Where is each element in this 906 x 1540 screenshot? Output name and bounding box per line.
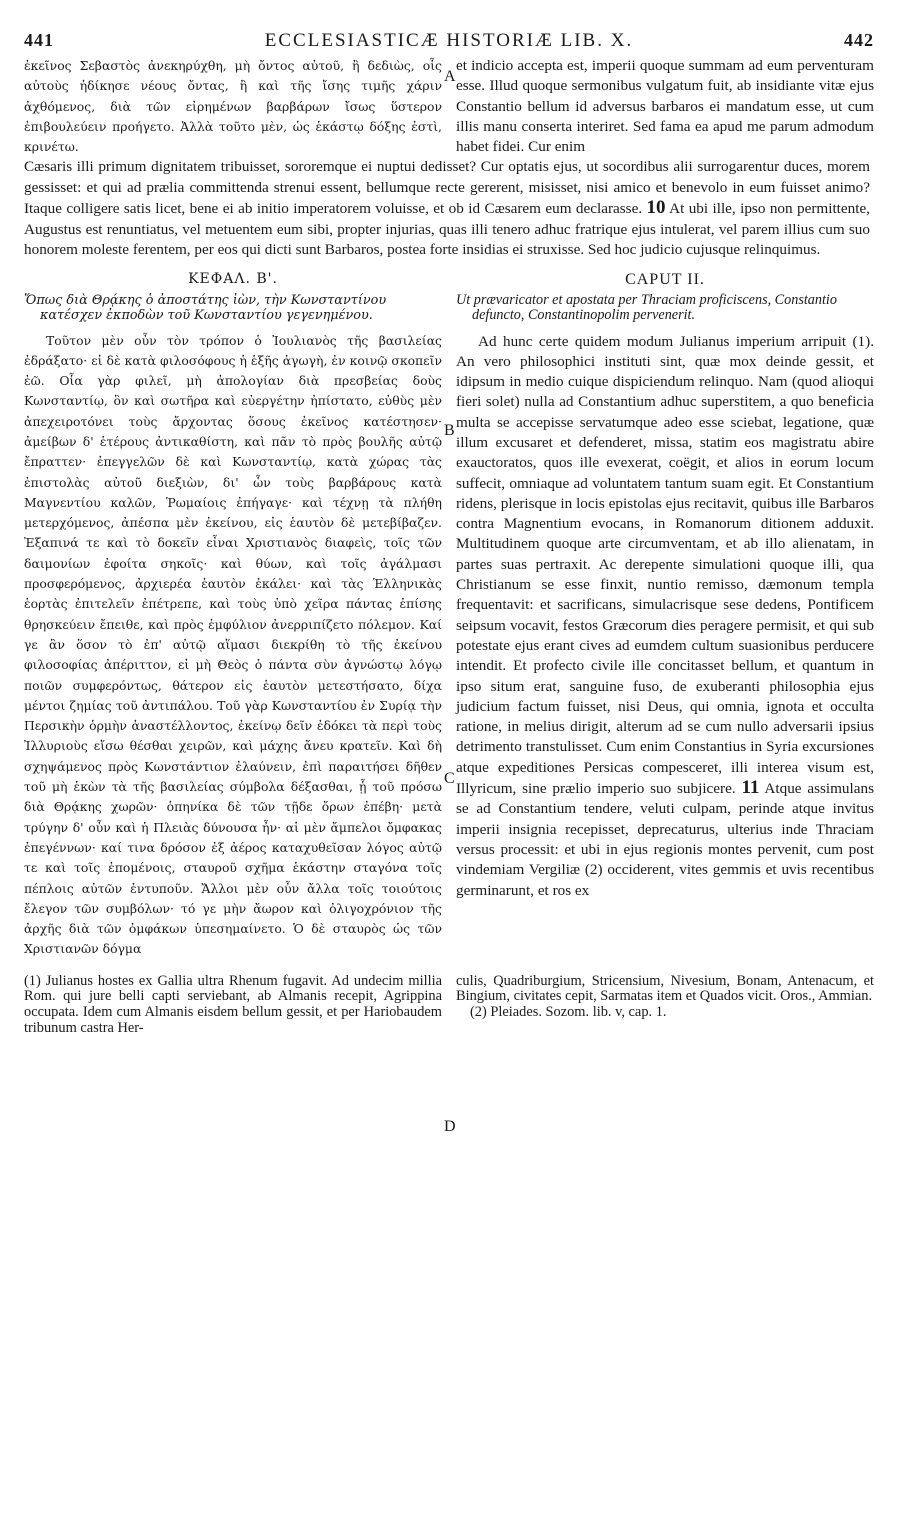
latin-column	[456, 293, 874, 960]
section-number-10: 10	[646, 197, 666, 219]
full-width-text	[24, 157, 874, 260]
latin-chapter-title: CAPUT II.	[625, 270, 705, 288]
margin-marker-d: D	[444, 1118, 456, 1135]
greek-column-top	[24, 56, 442, 157]
footnote-right-block	[456, 974, 874, 1036]
greek-chapter-text: Τοῦτον μὲν οὖν τὸν τρόπον ὁ Ἰουλιανὸς τῆς βασιλείας ἐδράξατο· εἰ δὲ κατὰ φιλοσόφους ἡ ἑξῆς ἀγωγὴ, ἐν κοινῷ σκοπεῖν ἐῶ. Οἷα γὰρ φιλεῖ, μὴ ἀπολογίαν διὰ πρεσβείας δοὺς Κωνσταντίῳ, ὃν καὶ σωτῆρα καὶ εὐεργέτην ἠπίστατο, εὐθὺς μὲν ἀπεχειροτόνει τοὺς ἄρχοντας ὅσους ἐκεῖνος κατέστησεν· ἀμείβων δ' ἑτέρους ἀντικαθίστη, καὶ πᾶν τὸ πρὸς βουλῆς αὐτῷ ἔπραττεν· ἐπεγγελῶν δὲ καὶ Κωνσταντίῳ, κατὰ χώρας τὰς ἐπιστολὰς αὐτοῦ διεξιὼν, δι' ὧν τοὺς βαρβάρους κατὰ Μαγνεντίου καλῶν, Ῥωμαίοις ἐπήγαγε· καὶ τέχνῃ τὰ πλήθη μετερχόμενος, ἀπέσπα μὲν ἐκείνου, εἰς ἑαυτὸν δὲ μετεβίβαζεν. Ἐξαπινά τε καὶ τὸ δοκεῖν εἶναι Χριστιανὸς διαφεὶς, τοῖς τῶν δαιμονίων ἐφοίτα σηκοῖς· καὶ θύων, καὶ τοῖς ἀγάλμασι πρoσφερόμενος, ἀρχιερέα ἑαυτὸν ἐκάλει· καὶ τὰς Ἑλληνικὰς ἑορτὰς ἐπιτελεῖν ἐπέτρεπε, καὶ τοὺς ὑπὸ χεῖρα πάντας ἐπίσης θρησκεύειν ἔπειθε, καὶ πρὸς ἐμφύλιον ἀνερριπίζετο πόλεμον. Καί γε ἂν ὅσον τὸ ἐπ' αὐτῷ αἵμασι διεκρίθη τὸ τῆς ἐκείνου φιλοσοφίας ἀπέριττον, εἰ μὴ Θεὸς ὁ πάντα σὺν ἀγνώστῳ λόγῳ ποιῶν συμφερόντως, θάτερον εἰς ἑαυτὸν μετεστήσατο, δίχα μέντοι ζημίας τοῦ ἀντιπάλου. Τοῦ γὰρ Κωνσταντίου ἐν Συρίᾳ τὴν Περσικὴν ὁρμὴν ἀναστέλλοντος, ἐκείνῳ δεῖν ἐδόκει τὰ περὶ τοὺς Ἰλλυριοὺς εἴσω θέσθαι χειρῶν, καὶ μάχης ἄνευ κρατεῖν. Καὶ δὴ σχηψάμενος πρὸς Κωνστάντιον ἐλαύνειν, ἐπὶ παραιτήσει δῆθεν τοῦ μὴ ἑκὼν τὰ τῆς βασιλείας σύμβολα δέξασθαι, ᾗ τοῦ πρόσω διὰ Θρᾴκης χωρῶν· ὁπηνίκα δὲ τῶν τῇδε ὄρων ἐπέβη· μετὰ τρύγην δ' οὖν καὶ ἡ Πλειὰς δύνουσα ἦν· αἱ μὲν ἄμπελοι ὄμφακας ἐπεγέννων· καί τινα δρόσον ἐξ ἀέρος καταχυθεῖσαν λόγος αὐτῷ τε καὶ τοῖς ἑπομένοις, σταυροῦ σχῆμα ἑκάστην σταγόνα τοῖς πέπλοις αὐτῶν ἐντυποῦν. Ἄλλοι μὲν οὖν ἄλλα τοῖς τοιούτοις ἔλεγον τῶν συμβόλων· τό γε μὴν ἄωρον καὶ ὀλιγοχρόνιον τῆς ἀρχῆς διὰ τῶν ὀμφάκων ὑπεσημαίνετο. Ὁ δὲ σταυρὸς ὡς τῶν Χριστιανῶν δόγμα	[24, 332, 442, 957]
margin-marker-c: C	[444, 770, 455, 787]
margin-marker-a: A	[444, 68, 456, 85]
greek-column	[24, 293, 442, 960]
latin-text-part-a: Ad hunc certe quidem modum Julianus imperium arripuit (1). An vero philosophici instituti sint, quæ mox deinde gessit, et idipsum in medio cuique dispiciendum relinquo. Nam (quod alioqui fieri solet) nulla ad Constantium adhuc superstitem, a quo beneficia multa se accepisse servatumque adeo esse sciebat, legatione, quæ illum excusaret et defenderet, missa, statim eos magistratu abire exauctoratos, quos ille evexerat, coëgit, et alios in eorum locum suffecit, omniaque ad voluntatem tantum suam egit. Et Constantium ridens, plerisque in locis epistolas ejus recitavit, quibus ille Barbaros contra Magnentium evocans, in Romanorum ditionem adduxit. Multitudinem quoque arte circumventam, et ab illo alienatam, in partes suas pertraxit. Ac derepente simulationi quoque illi, qua Christianum se esse finxit, nuntio remisso, dæmonum templa frequentavit: et sacrificans, simulacrisque sese dedens, Pontificem seipsum vocavit, festos Græcorum dies peragere permisit, et qui sub potestate ejus erant cives ad eumdem cultum suasionibus perducere intendit. Et profecto civile ille concitasset bellum, et quantum in ipso situm erat, sanguine fuso, de exuberanti philosophia ejus judicium factum fuisset, nisi Deus, qui omnia, ignota et occulta ratione, in melius dirigit, alterum ad se cum nullo adversarii ipsius detrimento transtulisset. Cum enim Constantius in Syria excursiones atque expeditiones Persicas compesceret, illi interea visum est, Illyricum, sine prælio imperio suo subjicere.	[456, 332, 874, 798]
chapter-columns	[24, 293, 874, 960]
left-page-number: 441	[24, 30, 54, 50]
latin-column-top	[456, 56, 874, 157]
running-title: ECCLESIASTICÆ HISTORIÆ LIB. X.	[264, 30, 634, 51]
footnote-right-continuation: culis, Quadriburgium, Stricensium, Nivesium, Bonam, Antenacum, et Bingium, civitates cepit, Sarmatas item et Quados vicit. Oros., Ammian.	[456, 972, 874, 1005]
footnote-2: (2) Pleiades. Sozom. lib. v, cap. 1.	[470, 1003, 667, 1020]
running-header	[24, 30, 874, 56]
greek-chapter-title: ΚΕΦΑΛ. Β'.	[188, 270, 278, 287]
latin-text-part-b: Atque assimulans se ad Constantium tendere, veluti culpam, perinde atque invitus imperii insignia recepisset, deprecaturus, ulterius inde Thraciam versus processit: et ubi in ejus regionis montes pervenit, cum post vindemiam Vergiliæ (2) occiderent, vites gemmis et uvis recentibus germinarunt, et ros ex	[456, 780, 874, 899]
greek-text-top: ἐκεῖνος Σεβαστὸς ἀνεκηρύχθη, μὴ ὄντος αὐτοῦ, ἢ δεδιὼς, οἷς αὐτοὺς ἠδίκησε νέους ὄντας, ἢ καὶ τῆς ἴσης τιμῆς χάριν ἀχθόμενος, διὰ τῶν εἰρημένων βαρβάρων ἴσως ὕστερον ἐπιβουλεύειν προήγετο. Ἀλλὰ τοῦτο μὲν, ὡς ἑκάστῳ δόξης ἐστὶ, κρινέτω.	[24, 58, 442, 155]
greek-argument: Ὅπως διὰ Θρᾴκης ὁ ἀποστάτης ἰὼν, τὴν Κωνσταντίνου κατέσχεν ἐκποδὼν τοῦ Κωνσταντίου γεγενημένου.	[24, 292, 387, 323]
footnote-left: (1) Julianus hostes ex Gallia ultra Rhenum fugavit. Ad undecim millia Rom. qui jure belli capti serviebant, ab Almanis recepit, Agrippina occupata. Idem cum Almanis eisdem bellum gessit, et per Hariobaudem tribunum castra Her-	[24, 972, 442, 1036]
full-text-part-b: At ubi ille, ipso non permittente, Augustus est renuntiatus, vel metuentem eum sibi, propter injurias, quas illi tenero adhuc fratrique ejus intulerat, vel parem illius cum suo honorem moleste ferentem, per eos qui dicti sunt Barbaros, postea forte insidias ei struxisse. Sed hoc judicio cujusque relinquimus.	[24, 200, 870, 259]
latin-chapter-text	[456, 332, 874, 901]
page	[24, 30, 874, 1036]
right-page-number: 442	[843, 30, 874, 50]
section-number-11: 11	[741, 777, 760, 799]
latin-text-top: et indicio accepta est, imperii quoque summam ad eum perventuram esse. Illud quoque sermonibus vulgatum fuit, ab insidiante vitæ ejus Constantio bellum id adversus barbaros ei mandatum esse, ut cum illis manu conserta interiret. Sed fama ea apud me parum admodum habet fidei. Cur enim	[456, 57, 874, 156]
latin-argument: Ut prævaricator et apostata per Thraciam proficiscens, Constantio defuncto, Constantinopolim pervenerit.	[456, 291, 837, 324]
footnotes	[24, 974, 874, 1036]
full-text-part-a: Cæsaris illi primum dignitatem tribuisset, sororemque ei nuptui dedisset? Cur optatis ejus, ut socordibus alii surrogarentur duces, morem gessisset: et qui ad prælia committenda strenui essent, bellumque recte gererent, misisset, nisi amico et benevolo in eum fuisset animo? Itaque colligere satis licet, bene ei ab initio imperatorem voluisse, et ob id Cæsarem eum declarasse.	[24, 158, 870, 218]
chapter-heading	[24, 271, 874, 293]
margin-marker-b: B	[444, 422, 455, 439]
